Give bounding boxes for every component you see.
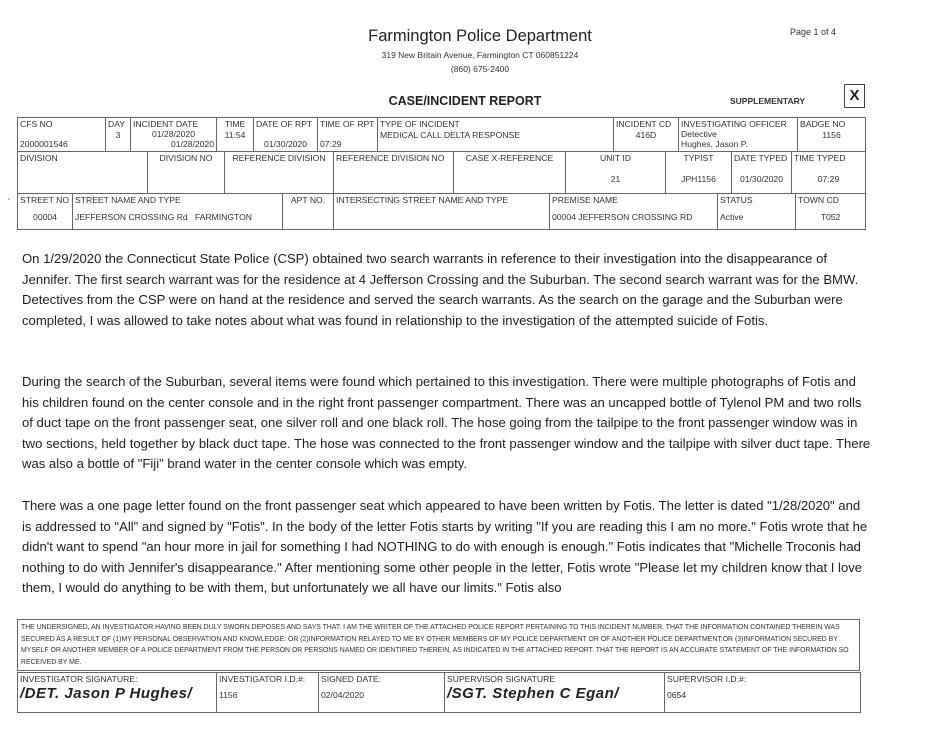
investigator-id-value: 1156 [219,690,238,700]
investigator-id-label: INVESTIGATOR I.D.#: [219,674,306,684]
time-of-rpt-cell [318,118,378,152]
unit-id-cell [566,152,666,194]
investigator-signature: /DET. Jason P Hughes/ [20,685,193,702]
day-label: DAY [108,119,126,129]
unit-id-label: UNIT ID [600,153,631,163]
street-name-cell [73,194,283,230]
date-typed-value: 01/30/2020 [739,174,783,184]
status-value: Active [720,212,744,222]
status-label: STATUS [720,195,753,205]
report-title: CASE/INCIDENT REPORT [388,94,542,108]
apt-no-cell [283,194,334,230]
town-cd-label: TOWN CD [798,195,839,205]
sworn-statement: THE UNDERSIGNED, AN INVESTIGATOR HAVING BEEN DULY SWORN DEPOSES AND SAYS THAT: I AM THE WRITER OF THE ATTACHED POLICE REPORT PERTAINING TO THIS INCIDENT NUMBER. THAT THE INFORMATION CONTAINED THEREIN WAS SECURED AS A RESULT OF (1)MY PERSONAL OBSERVATION AND KNOWLEDGE: OR (2)INFORMATION RELAYED TO ME BY OTHER MEMBERS OF MY POLICE DEPARTMENT OR OF ANOTHER POLICE DEPARTMENT:OR (3)INFORMATION SECURED BY MYSELF OR ANOTHER MEMBER OF A POLICE DEPARTMENT FROM THE PERSON OR PERSONS NAMED OR IDENTIFIED THEREIN, AS INDICATED IN THE ATTACHED REPORT. THAT THE REPORT IS AN ACCURATE STATEMENT OF THE INFORMATION SO RECEIVED BY ME. [17,619,860,671]
reference-division-cell [225,152,334,194]
town-cd-cell [796,194,866,230]
premise-name-value: 00004 JEFFERSON CROSSING RD [552,212,693,222]
report-header [0,0,935,110]
case-x-reference-cell [454,152,566,194]
street-name-label: STREET NAME AND TYPE [75,195,181,205]
signed-date-cell [319,673,445,713]
typist-cell [666,152,732,194]
division-label: DIVISION [20,153,58,163]
badge-no-label: BADGE NO [800,119,846,129]
narrative-paragraph: During the search of the Suburban, several items were found which pertained to this investigation. There were multiple photographs of Fotis and his children found on the center console and in the right front passenger compartment. There was an uncapped bottle of Tylenol PM and two rolls of duct tape on the front passenger seat, one silver roll and one black roll. The hose going from the tailpipe to the front passenger window was in two sections, held together by black duct tape. The hose was connected to the front passenger window and the tailpipe with silver duct tape. There was also a bottle of "Fiji" brand water in the center console which was empty. [22,374,871,472]
incident-cd-value: 416D [635,130,657,140]
day-cell [106,118,131,152]
incident-date-cell [131,118,217,152]
investigator-signature-cell [18,673,217,713]
reference-division-no-label: REFERENCE DIVISION NO [336,153,445,163]
date-of-rpt-value: 01/30/2020 [263,139,307,149]
page-number: Page 1 of 4 [790,27,837,37]
signed-date-label: SIGNED DATE: [321,674,382,684]
typist-label: TYPIST [683,153,714,163]
time-typed-label: TIME TYPED [794,153,846,163]
time-typed-value: 07:29 [817,174,840,184]
type-of-incident-value: MEDICAL CALL DELTA RESPONSE [380,130,520,140]
officer-rank: Detective [681,129,717,139]
signature-row [17,672,861,713]
report-type-label: SUPPLEMENTARY [730,96,806,106]
date-typed-label: DATE TYPED [734,153,788,163]
intersecting-street-label: INTERSECTING STREET NAME AND TYPE [336,195,509,205]
officer-name: Hughes, Jason P. [681,139,748,149]
incident-cd-label: INCIDENT CD [616,119,672,129]
day-value: 3 [115,130,121,140]
agency-address: 319 New Britain Avenue, Farmington CT 060851224 [381,50,579,60]
supervisor-signature-cell [445,673,665,713]
status-cell [718,194,796,230]
date-of-rpt-label: DATE OF RPT [256,119,313,129]
case-x-reference-label: CASE X-REFERENCE [465,153,554,163]
division-cell [18,152,148,194]
supplementary-checkbox: X [844,84,865,108]
division-no-cell [148,152,225,194]
incident-date-value-2: 01/28/2020 [170,139,214,149]
town-cd-value: T052 [820,212,841,222]
unit-id-value: 21 [610,174,621,184]
reference-division-no-cell [334,152,454,194]
time-of-rpt-label: TIME OF RPT [320,119,375,129]
badge-no-cell [798,118,866,152]
time-of-rpt-value: 07:29 [320,139,342,149]
narrative-paragraph: On 1/29/2020 the Connecticut State Police (CSP) obtained two search warrants in reference to their investigation into the disappearance of Jennifer. The first search warrant was for the residence at 4 Jefferson Crossing and the Suburban. The second search warrant was for the BMW. Detectives from the CSP were on hand at the residence and served the search warrants. As the search on the garage and the Suburban were completed, I was allowed to take notes about what was found in relationship to the investigation of the attempted suicide of Fotis. [22,251,859,328]
supervisor-id-label: SUPERVISOR I.D.#: [667,674,747,684]
street-no-value: 00004 [33,212,57,222]
narrative-paragraph: There was a one page letter found on the front passenger seat which appeared to have been written by Fotis. The letter is dated "1/28/2020" and is addressed to "All" and signed by "Fotis". In the body of the letter Fotis starts by writing "If you are reading this I am no more." Fotis wrote that he didn't want to spend "an hour more in jail for something I had NOTHING to do with enough is enough." Fotis indicates that "Michelle Troconis had nothing to do with Jennifer's disappearance." After mentioning some other people in the letter, Fotis wrote "Please let my children know that I love them, I would do anything to be with them, but unfortunately we all have our limits." Fotis also [22,498,868,596]
time-typed-cell [792,152,866,194]
cfs-no-value: 2000001546 [20,139,68,149]
time-value: 11:54 [224,130,246,140]
street-name-value: JEFFERSON CROSSING Rd FARMINGTON [75,212,252,222]
investigator-signature-label: INVESTIGATOR SIGNATURE: [20,674,138,684]
incident-cd-cell [614,118,679,152]
time-label: TIME [224,119,246,129]
street-no-label: STREET NO [20,195,70,205]
division-info-row [17,151,866,194]
street-no-cell [18,194,73,230]
date-typed-cell [732,152,792,194]
cfs-no-cell [18,118,106,152]
badge-no-value: 1156 [822,130,841,140]
scan-artifact [8,198,10,200]
incident-date-label: INCIDENT DATE [133,119,199,129]
signed-date-value: 02/04/2020 [321,690,365,700]
intersecting-street-cell [334,194,550,230]
reference-division-label: REFERENCE DIVISION [232,153,326,163]
apt-no-label: APT NO. [290,195,326,205]
premise-name-label: PREMISE NAME [552,195,618,205]
supervisor-signature-label: SUPERVISOR SIGNATURE [447,674,556,684]
investigator-id-cell [217,673,319,713]
date-of-rpt-cell [254,118,318,152]
supervisor-signature: /SGT. Stephen C Egan/ [447,685,619,702]
location-info-row [17,193,866,230]
investigating-officer-cell [679,118,798,152]
investigating-officer-label: INVESTIGATING OFFICER [681,119,787,129]
cfs-no-label: CFS NO [20,119,53,129]
agency-phone: (860) 675-2400 [450,64,510,74]
type-of-incident-label: TYPE OF INCIDENT [380,119,460,129]
incident-date-value: 01/28/2020 [151,129,195,139]
supervisor-id-value: 0654 [667,690,687,700]
premise-name-cell [550,194,718,230]
time-cell [217,118,254,152]
typist-value: JPH1156 [681,174,716,184]
division-no-label: DIVISION NO [159,153,213,163]
type-of-incident-cell [378,118,614,152]
incident-info-row [17,117,866,152]
agency-name: Farmington Police Department [368,27,592,45]
supervisor-id-cell [665,673,861,713]
